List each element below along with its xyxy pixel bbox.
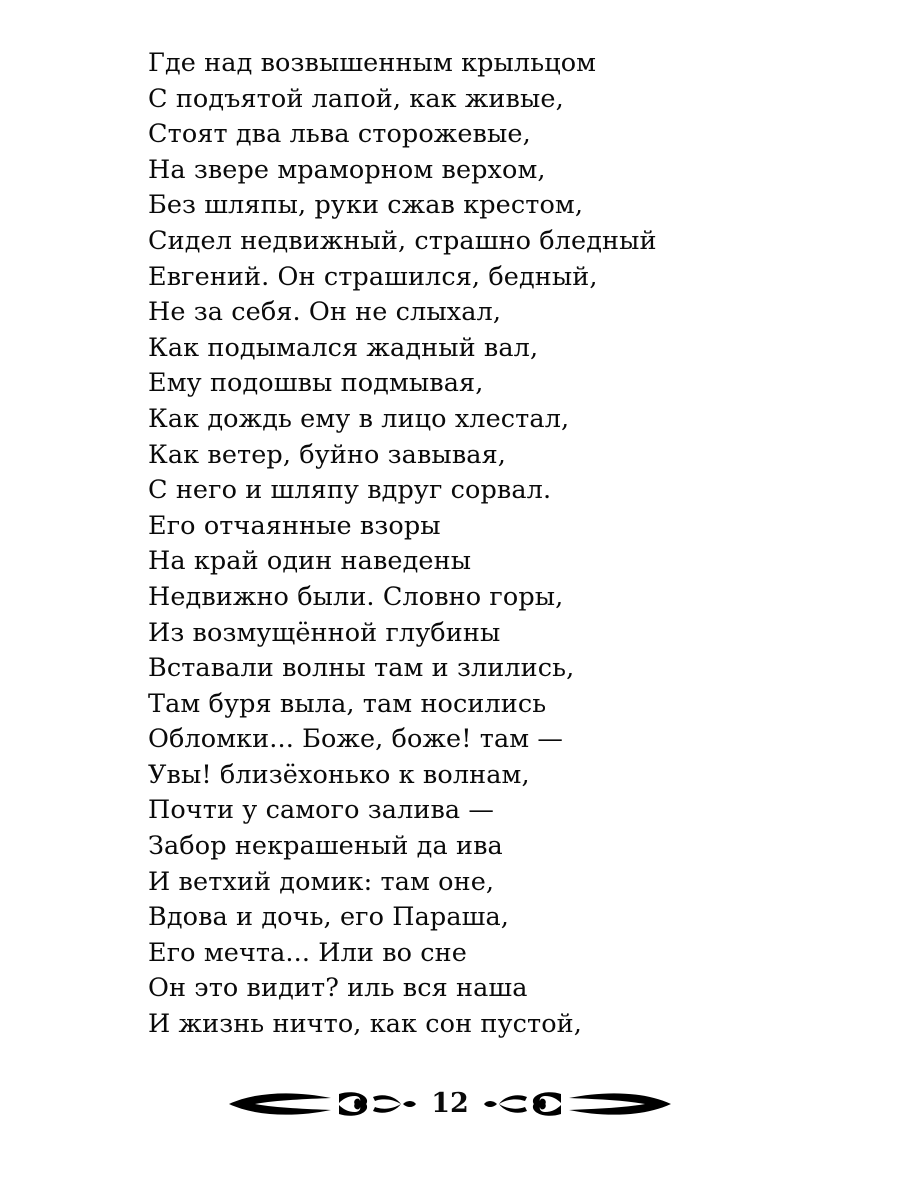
poem-line: Увы! близёхонько к волнам, [148,759,530,790]
poem-line: Забор некрашеный да ива [148,831,503,862]
poem-line: Вставали волны там и злились, [148,653,575,684]
poem-line: Стоят два льва сторожевые, [148,119,531,150]
poem-line: Не за себя. Он не слыхал, [148,297,502,328]
poem-line: Из возмущённой глубины [148,617,501,648]
poem-line: На звере мраморном верхом, [148,154,546,185]
poem-text-block [148,46,768,1043]
poem-line: Как дождь ему в лицо хлестал, [148,403,570,434]
page-number: 12 [431,1087,469,1119]
poem-line: Недвижно были. Словно горы, [148,581,564,612]
flourish-left-icon [227,1087,417,1121]
poem-line: Его отчаянные взоры [148,510,441,541]
poem-line: Обломки... Боже, боже! там — [148,724,564,755]
poem-line: Где над возвышенным крыльцом [148,48,597,78]
poem-line: Там буря выла, там носились [148,688,547,719]
poem-line: На край один наведены [148,546,472,577]
poem-line: И жизнь ничто, как сон пустой, [148,1009,582,1040]
poem-line: Ему подошвы подмывая, [148,368,484,399]
flourish-right-icon [483,1087,673,1121]
poem-line: Евгений. Он страшился, бедный, [148,261,598,292]
poem-line: Без шляпы, руки сжав крестом, [148,190,584,221]
poem-line: Его мечта... Или во сне [148,937,467,968]
poem-line: Как ветер, буйно завывая, [148,439,506,470]
poem-line: С него и шляпу вдруг сорвал. [148,475,552,506]
poem-line: Вдова и дочь, его Параша, [148,902,509,933]
poem-line: И ветхий домик: там оне, [148,866,495,897]
poem-line: Сидел недвижный, страшно бледный [148,225,657,256]
poem-line: Почти у самого залива — [148,795,495,826]
poem-line: Он это видит? иль вся наша [148,973,528,1004]
poem-line: С подъятой лапой, как живые, [148,83,564,114]
poem-line: Как подымался жадный вал, [148,332,539,363]
page-footer [0,1074,900,1134]
